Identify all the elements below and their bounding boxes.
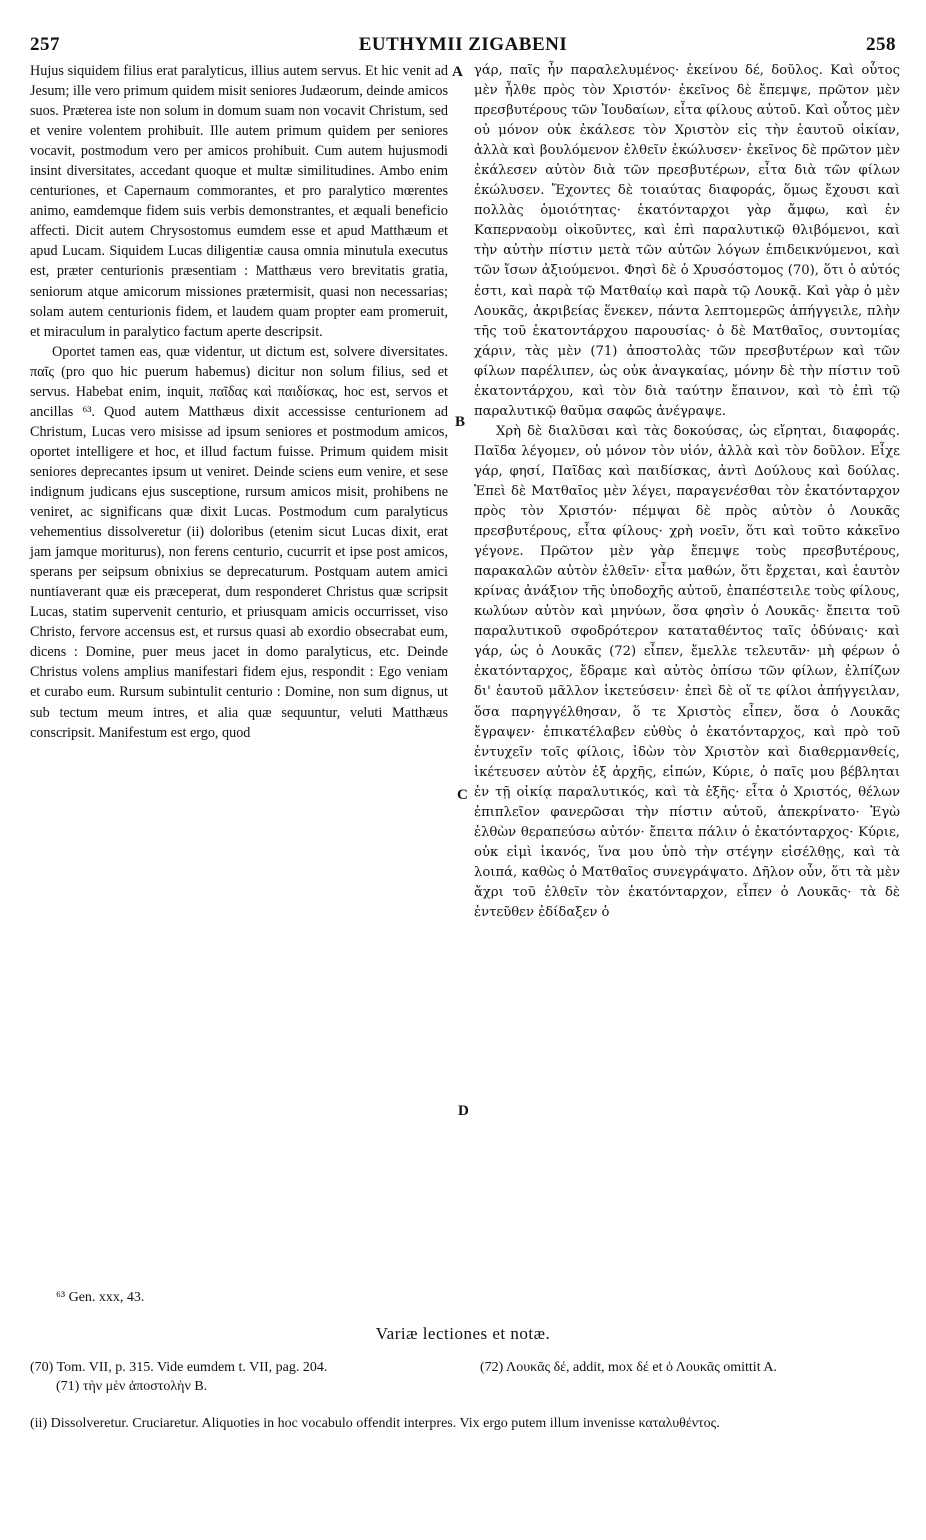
variant-note-ii: (ii) Dissolveretur. Cruciaretur. Aliquoties in hoc vocabulo offendit interpres. Vix ergo putem illum invenisse καταλυθέντος. xyxy=(30,1416,720,1431)
variant-note-72: (72) Λουκᾶς δέ, addit, mox δέ et ὁ Λουκᾶς omittit A. xyxy=(480,1360,777,1375)
latin-footnote: ⁶³ Gen. xxx, 43. xyxy=(56,1290,145,1305)
greek-paragraph: γάρ, παῖς ἦν παραλελυμένος· ἐκείνου δέ, δοῦλος. Καὶ οὗτος μὲν ἦλθε πρὸς τὸν Χριστόν· ἐκεῖνος δὲ ἔπεμψε, πρῶτον μὲν πρεσβυτέρους τῶν Ἰουδαίων, εἶτα φίλους αὐτοῦ. Καὶ οὗτος μὲν οὐ μόνον οὐκ ἐκάλεσε τὸν Χριστὸν εἰς τὴν ἑαυτοῦ οἰκίαν, ἀλλὰ καὶ βουλόμενον ἐλθεῖν ἐκώλυσεν· ἐκεῖνος δὲ πρῶτον μὲν ἐκάλεσεν αὐτὸν διὰ τῶν πρεσβυτέρων, εἶτα διὰ τῶν φίλων ἐκώλυσεν. Ἔχοντες δὲ τοιαύτας διαφοράς, ὅμως ἔχουσι καὶ πολλὰς ὁμοιότητας· ἑκατόνταρχοι γὰρ ἄμφω, καὶ ἐν Καπερναοὺμ οἰκοῦντες, καὶ ἐπὶ παραλυτικῷ θλιβόμενοι, καὶ τὴν αὐτὴν πίστιν μετὰ τῶν αὐτῶν λόγων ἐπιδεικνύμενοι, καὶ τῶν ἴσων ἀξιούμενοι. Φησὶ δὲ ὁ Χρυσόστομος (70), ὅτι ὁ αὐτός ἐστι, καὶ παρὰ τῷ Ματθαίῳ καὶ παρὰ τῷ Λουκᾷ. Καὶ γὰρ ὁ μὲν Λουκᾶς, ἀκριβείας ἕνεκεν, πάντα λεπτομερῶς ἀπήγγειλε, πλὴν τῆς τοῦ ἑκατοντάρχου παρουσίας· ὁ δὲ Ματθαῖος, συντομίας χάριν, τὰς μὲν (71) ἀποστολὰς τῶν πρεσβυτέρων καὶ τῶν φίλων παρέλιπεν, ὡς οὐκ ἀναγκαίας, μόνην δὲ τὴν πίστιν τοῦ ἑκατοντάρχου, καὶ τὸν διὰ ταύτην ἔπαινον, καὶ τὸ ἐπὶ τῷ παραλυτικῷ θαῦμα σαφῶς ἀνέγραψε. xyxy=(474,63,900,419)
page-header xyxy=(30,34,896,58)
running-title: EUTHYMII ZIGABENI xyxy=(358,34,568,55)
page-number-right: 258 xyxy=(866,34,896,55)
section-marker-b: B xyxy=(455,414,466,430)
greek-paragraph: Χρὴ δὲ διαλῦσαι καὶ τὰς δοκούσας, ὡς εἴρηται, διαφοράς. Παῖδα λέγομεν, οὐ μόνον τὸν υἱόν, ἀλλὰ καὶ τὸν δοῦλον. Εἶχε γάρ, φησί, Παῖδας καὶ παιδίσκας, ἀντὶ Δούλους καὶ δούλας. Ἐπεὶ δὲ Ματθαῖος μὲν λέγει, παραγενέσθαι τὸν ἑκατόνταρχον πρὸς τὸν Χριστόν· πέμψαι δὲ πρὸς αὐτὸν ὁ Λουκᾶς πρεσβυτέρους, εἶτα φίλους· χρὴ νοεῖν, ὅτι καὶ τοῦτο κἀκεῖνο γέγονε. Πρῶτον μὲν γὰρ ἔπεμψε τοὺς πρεσβυτέρους, παρακαλῶν αὐτὸν ἐλθεῖν· εἶτα μαθών, ὅτι ἔρχεται, καὶ ἑαυτὸν κρίνας ἀνάξιον τῆς ὑποδοχῆς αὐτοῦ, ἐπαπέστειλε τοὺς φίλους, κωλύων αὐτὸν καὶ μηνύων, ὅσα φησὶν ὁ Λουκᾶς· ἔπειτα τοῦ παραλυτικοῦ σφοδρότερον καταταθέντος ταῖς ὀδύναις· καὶ γάρ, ὡς ὁ Λουκᾶς (72) εἶπεν, ἔμελλε τελευτᾶν· μὴ φέρων ὁ ἑκατόνταρχος, ἔδραμε καὶ αὐτὸς ὀπίσω τῶν φίλων, ἐλπίζων δι' ἑαυτοῦ μᾶλλον ἱκετεύσειν· ἐπεὶ δὲ οἵ τε φίλοι ἀπήγγειλαν, ὅσα παρηγγέλθησαν, ὅ τε Χριστὸς εἶπεν, ὅσα ὁ Λουκᾶς ἔγραψεν· ἐπικατέλαβεν εὐθὺς ὁ ἑκατόνταρχος, καὶ πρὸ τοῦ ἐντυχεῖν τοῖς φίλοις, ἰδὼν τὸν Χριστὸν καὶ διαθερμανθείς, ἱκέτευσεν αὐτὸν ἐξ ἀρχῆς, εἰπών, Κύριε, ὁ παῖς μου βέβληται ἐν τῇ οἰκίᾳ παραλυτικός, καὶ τὰ ἑξῆς· εἶτα ὁ Χριστός, θέλων ἐπιπλεῖον φανερῶσαι τὴν πίστιν αὐτοῦ, ἀπεκρίνατο· Ἐγὼ ἐλθὼν θεραπεύσω αὐτόν· ἔπειτα πάλιν ὁ ἑκατόνταρχος· Κύριε, οὐκ εἰμὶ ἱκανός, ἵνα μου ὑπὸ τὴν στέγην εἰσέλθῃς, καὶ τὰ λοιπά, καθὼς ὁ Ματθαῖος συνεγράψατο. Δῆλον οὖν, ὅτι τὰ μὲν ἄχρι τοῦ ἐλθεῖν τὸν ἑκατόνταρχον, εἶπεν ὁ Λουκᾶς· τὰ δὲ ἐντεῦθεν ἐδίδαξεν ὁ xyxy=(474,423,900,920)
notes-heading: Variæ lectiones et notæ. xyxy=(375,1324,551,1343)
section-marker-c: C xyxy=(457,787,468,803)
section-marker-a: A xyxy=(452,64,463,80)
latin-paragraph: Oportet tamen eas, quæ videntur, ut dictum est, solvere diversitates. παῖς (pro quo hic puerum habemus) dicitur non solum filius, sed et servus. Habebat enim, inquit, παῖδας καὶ παιδίσκας, hoc est, servos et ancillas ⁶³. Quod autem Matthæus dixit accessisse centurionem ad Christum, Lucas vero misisse ad ipsum seniores et postmodum amicos, oportet intelligere et hoc, et illud factum fuisse. Primum quidem misit seniores deprecantes ipsum ut veniret. Deinde sciens eum venire, et sese indignum judicans ejus susceptione, rursum amicos misit, prohibens ne veniret, ac significans quæ dixit Lucas. Postmodum cum paralyticus vehementius dissolveretur (ii) doloribus (etenim sicut Lucas dixit, erat jam jamque moriturus), non ferens centurio, cucurrit et ipse post amicos, sperans per seipsum obnixius se deprecaturum. Postquam autem amici nuntiaverant quæ eis præceperat, dum responderet Christus quæ scripsit Lucas, statim supervenit centurio, et priusquam amicis occurrisset, viso Christo, fervore accensus est, et rursus quasi ab exordio obsecrabat eum, dicens : Domine, puer meus jacet in domo paralyticus, etc. Deinde Christus volens amplius manifestari fidem ejus, respondit : Ego veniam et curabo eum. Rursum subintulit centurio : Domine, non sum dignus, ut sub tectum meum intres, et alia quæ sequuntur, veluti Matthæus conscripsit. Manifestum est ergo, quod xyxy=(30,343,448,741)
greek-column xyxy=(474,61,900,923)
variant-note-70: (70) Tom. VII, p. 315. Vide eumdem t. VII, pag. 204. xyxy=(30,1360,328,1375)
latin-column xyxy=(30,61,448,743)
page-number-left: 257 xyxy=(30,34,60,55)
variant-note-71: (71) τὴν μὲν ἀποστολὴν B. xyxy=(56,1379,208,1394)
latin-paragraph: Hujus siquidem filius erat paralyticus, illius autem servus. Et hic venit ad Jesum; ille vero primum quidem misit seniores Judæorum, deinde amicos suos. Præterea iste non solum in domum suam non vocavit Christum, sed et venire volentem prohibuit. Ille autem primum quidem per seniores vocavit, postmodum vero per amicos prohibuit. Cum autem hujusmodi insint diversitates, accedant quoque et multæ similitudines. Ambo enim centuriones, et Capernaum commorantes, et pro paralytico mœrentes animo, eamdemque fidem suis verbis demonstrantes, et æquali beneficio affecti. Dicit autem Chrysostomus eumdem esse et apud Matthæum et apud Lucam. Siquidem Lucas diligentiæ causa omnia minutula executus est, præter centurionis præsentiam : Matthæus vero brevitatis gratia, seniorum atque amicorum missiones prætermisit, quasi non necessarias; solam autem centurionis fidem, et laudem quam propter eam promeruit, et miraculum in paralytico factum aperte descripsit. xyxy=(30,63,448,340)
section-marker-d: D xyxy=(458,1103,469,1119)
